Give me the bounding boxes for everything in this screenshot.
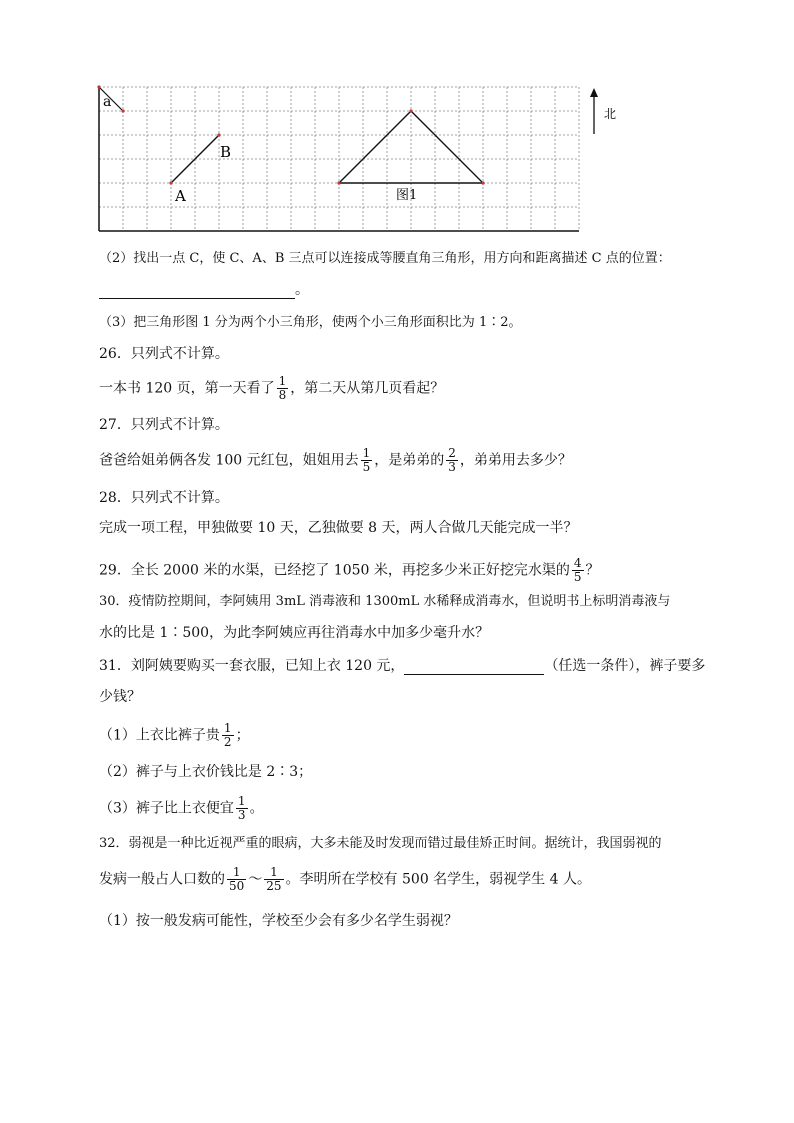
grid-svg <box>96 84 636 234</box>
q27-mid: ，是弟弟的 <box>374 452 445 469</box>
q29-body <box>99 557 600 584</box>
q28-body <box>99 519 578 537</box>
q31-line1 <box>99 657 705 675</box>
q27-pre: 爸爸给姐弟俩各发 100 元红包，姐姐用去 <box>99 452 359 469</box>
fraction <box>264 866 283 893</box>
q31-opt3-post: 。 <box>249 800 264 817</box>
q30-line2 <box>99 624 489 642</box>
q31-option-1 <box>99 722 250 749</box>
q31-line2 <box>99 688 141 706</box>
fraction-denominator: 8 <box>278 388 287 402</box>
fraction <box>361 447 373 474</box>
q30-text-1: 30．疫情防控期间，李阿姨用 3mL 消毒液和 1300mL 水稀释成消毒水，但说明书上标明消毒液与 <box>99 594 671 609</box>
q25-part2-text: （2）找出一点 C，使 C、A、B 三点可以连接成等腰直角三角形，用方向和距离描述 C 点的位置： <box>99 251 671 266</box>
fraction <box>446 447 458 474</box>
vertex-marker <box>337 181 340 184</box>
q26-pre: 一本书 120 页，第一天看了 <box>99 380 275 397</box>
north-arrow-icon <box>590 88 598 97</box>
q32-text-1: 32．弱视是一种比近视严重的眼病，大多未能及时发现而错过最佳矫正时间。据统计，我国弱视的 <box>99 836 662 851</box>
vertex-marker <box>481 181 484 184</box>
fraction-numerator: 1 <box>237 794 246 808</box>
q26-body <box>99 375 444 402</box>
q27-body <box>99 447 572 474</box>
q27-heading-text: 27．只列式不计算。 <box>99 417 229 433</box>
point-A <box>169 181 172 184</box>
q32-l2-post: 。李明所在学校有 500 名学生，弱视学生 4 人。 <box>285 871 591 888</box>
q26-post: ，第二天从第几页看起？ <box>290 380 445 397</box>
label-a: a <box>103 94 112 110</box>
label-B: B <box>220 143 232 161</box>
figure-1-label: 图1 <box>396 188 418 203</box>
fraction-numerator: 1 <box>223 721 232 735</box>
q32-l2-pre: 发病一般占人口数的 <box>99 871 225 888</box>
q31-pre: 31．刘阿姨要购买一套衣服，已知上衣 120 元， <box>99 658 405 674</box>
fraction <box>572 557 584 584</box>
fraction-numerator: 2 <box>448 446 456 460</box>
fraction-numerator: 1 <box>362 446 371 460</box>
answer-blank[interactable] <box>404 660 544 675</box>
q31-line2-text: 少钱？ <box>99 689 141 705</box>
q27-heading <box>99 416 229 434</box>
fraction-denominator: 5 <box>573 570 582 584</box>
fraction-numerator: 4 <box>573 556 582 570</box>
q32-line2 <box>99 866 591 893</box>
q29-pre: 29．全长 2000 米的水渠，已经挖了 1050 米，再挖多少米正好挖完水渠的 <box>99 562 570 579</box>
q25-part2-tail: 。 <box>295 282 309 298</box>
q26-heading <box>99 345 229 363</box>
q32-sub1-text: （1）按一般发病可能性，学校至少会有多少名学生弱视？ <box>99 913 458 929</box>
q28-text: 完成一项工程，甲独做要 10 天，乙独做要 8 天，两人合做几天能完成一半？ <box>99 520 578 536</box>
point-marker <box>121 109 124 112</box>
point-B <box>217 133 220 136</box>
fraction <box>277 375 289 402</box>
q31-opt3-pre: （3）裤子比上衣便宜 <box>99 800 234 817</box>
q31-option-2 <box>99 763 312 781</box>
fraction-denominator: 3 <box>237 808 246 822</box>
grid-figure <box>96 84 636 234</box>
fraction-numerator: 1 <box>264 866 283 880</box>
fraction-denominator: 25 <box>266 879 282 893</box>
q31-opt2-text: （2）裤子与上衣价钱比是 2∶3； <box>99 764 313 780</box>
point-marker <box>97 85 100 88</box>
q32-line1 <box>99 834 662 853</box>
q25-part3 <box>99 313 521 332</box>
q31-post: （任选一条件），裤子要多 <box>544 658 706 674</box>
fraction-denominator: 3 <box>448 460 456 474</box>
answer-blank[interactable] <box>99 284 295 299</box>
q30-line1 <box>99 592 670 611</box>
q32-sub1 <box>99 912 458 930</box>
q25-part2 <box>99 249 671 268</box>
q26-heading-text: 26．只列式不计算。 <box>99 346 229 362</box>
q29-post: ？ <box>585 562 600 579</box>
fraction <box>222 722 234 749</box>
fraction-denominator: 2 <box>223 735 232 749</box>
fraction-denominator: 50 <box>229 879 245 893</box>
fraction <box>236 795 248 822</box>
q25-part2-answer-line <box>99 281 309 299</box>
q28-heading-text: 28．只列式不计算。 <box>99 490 229 506</box>
fraction <box>227 866 246 893</box>
fraction-numerator: 1 <box>278 374 287 388</box>
vertex-marker <box>409 109 412 112</box>
fraction-denominator: 5 <box>362 460 371 474</box>
q31-opt1-post: ； <box>235 727 250 744</box>
tilde: ～ <box>248 871 263 888</box>
q27-post: ，弟弟用去多少？ <box>459 452 572 469</box>
q31-option-3 <box>99 795 264 822</box>
q31-opt1-pre: （1）上衣比裤子贵 <box>99 727 220 744</box>
q25-part3-text: （3）把三角形图 1 分为两个小三角形，使两个小三角形面积比为 1∶2。 <box>99 315 522 330</box>
q28-heading <box>99 489 229 507</box>
q30-text-2: 水的比是 1∶500，为此李阿姨应再往消毒水中加多少毫升水？ <box>99 625 490 641</box>
fraction-numerator: 1 <box>227 866 246 880</box>
north-label: 北 <box>604 107 617 121</box>
label-A: A <box>175 187 186 205</box>
